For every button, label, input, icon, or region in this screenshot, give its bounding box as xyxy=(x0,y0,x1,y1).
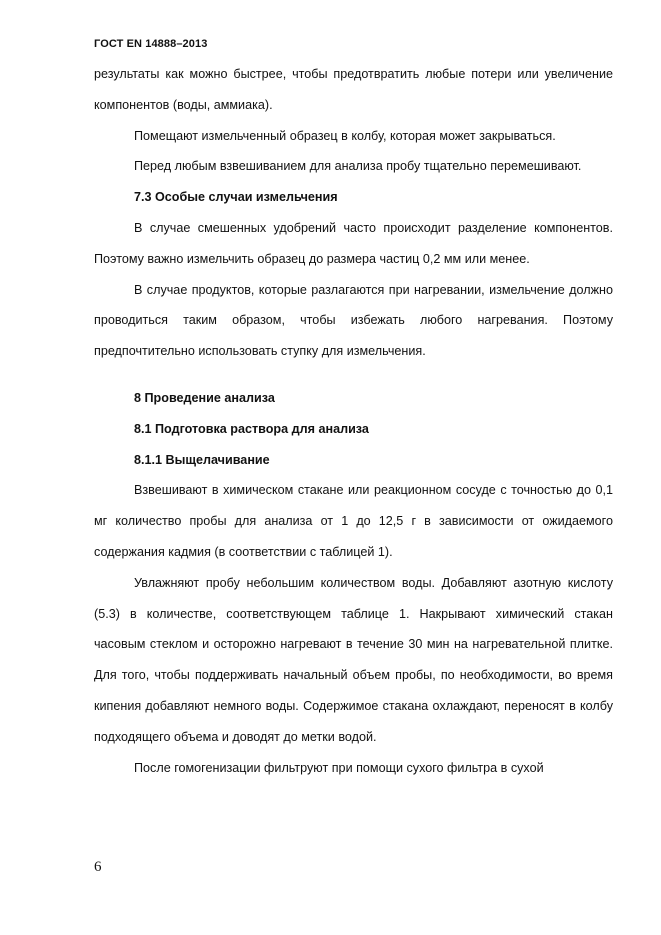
heading-8: 8 Проведение анализа xyxy=(134,390,275,405)
document-body xyxy=(94,59,613,783)
heading-8-1: 8.1 Подготовка раствора для анализа xyxy=(134,421,369,436)
paragraph-mixed-fertilizers: В случае смешенных удобрений часто происходит разделение компонентов. Поэтому важно измельчить образец до размера частиц 0,2 мм или менее. xyxy=(94,220,613,266)
heading-8-1-1: 8.1.1 Выщелачивание xyxy=(134,452,270,467)
paragraph-filtration: После гомогенизации фильтруют при помощи сухого фильтра в сухой xyxy=(134,760,544,775)
page-number: 6 xyxy=(94,859,102,875)
paragraph-moistening: Увлажняют пробу небольшим количеством воды. Добавляют азотную кислоту (5.3) в количестве, соответствующем таблице 1. Накрывают химический стакан часовым стеклом и осторожно нагревают в течение 30 мин на нагревательной плитке. Для того, чтобы поддерживать начальный объем пробы, по необходимости, во время кипения добавляют немного воды. Содержимое стакана охлаждают, переносят в колбу подходящего объема и доводят до метки водой. xyxy=(94,575,613,744)
paragraph-sample-flask: Помещают измельченный образец в колбу, которая может закрываться. xyxy=(134,128,556,143)
paragraph-weighing: Взвешивают в химическом стакане или реакционном сосуде с точностью до 0,1 мг количество пробы для анализа от 1 до 12,5 г в зависимости от ожидаемого содержания кадмия (в соответствии с таблицей 1). xyxy=(94,483,613,559)
section-gap xyxy=(94,367,613,383)
document-header: ГОСТ EN 14888–2013 xyxy=(94,38,208,50)
paragraph-mixing: Перед любым взвешиванием для анализа пробу тщательно перемешивают. xyxy=(134,159,582,174)
paragraph-heat-sensitive: В случае продуктов, которые разлагаются при нагревании, измельчение должно проводиться таким образом, чтобы избежать любого нагревания. Поэтому предпочтительно использовать ступку для измельчения. xyxy=(94,282,613,359)
paragraph-continuation: результаты как можно быстрее, чтобы предотвратить любые потери или увеличение компонентов (воды, аммиака). xyxy=(94,67,613,112)
heading-7-3: 7.3 Особые случаи измельчения xyxy=(134,190,338,205)
